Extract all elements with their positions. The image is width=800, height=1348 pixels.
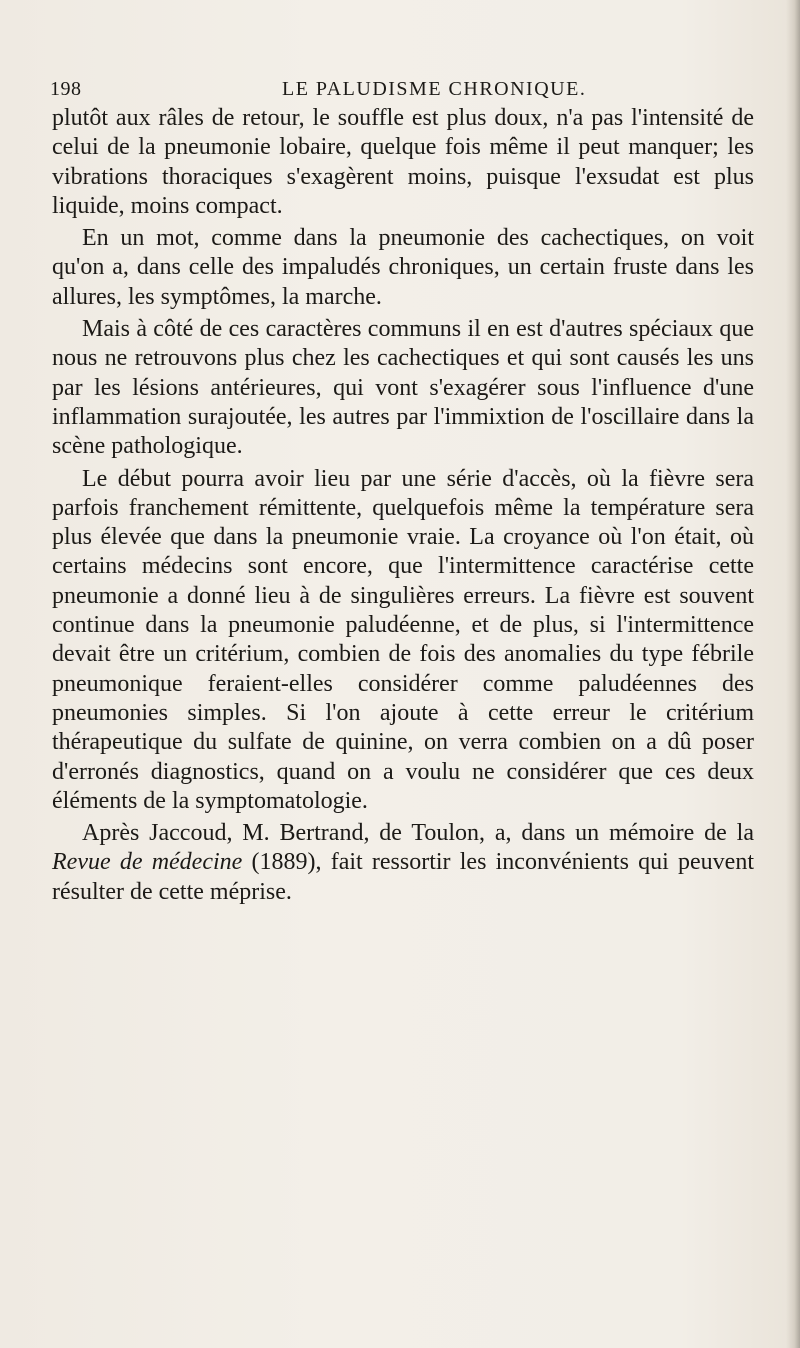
page-number: 198: [50, 78, 82, 100]
body-text: [52, 104, 754, 907]
citation-lead: Après Jaccoud, M. Bertrand, de Toulon, a, dans un mémoire de la: [82, 820, 754, 847]
journal-title: Revue de médecine: [52, 849, 243, 876]
paragraph: Le début pourra avoir lieu par une série d'accès, où la fièvre sera parfois franchement rémittente, quelquefois même la température sera plus élevée que dans la pneumonie vraie. La croyance où l'on était, où certains médecins sont encore, que l'intermittence caractérise cette pneumonie a donné lieu à de singulières erreurs. La fièvre est souvent continue dans la pneumonie paludéenne, et de plus, si l'intermittence devait être un critérium, combien de fois des anomalies du type fébrile pneumonique feraient-elles considérer comme paludéennes des pneumonies simples. Si l'on ajoute à cette erreur le critérium thérapeutique du sulfate de quinine, on verra combien on a dû poser d'erronés diagnostics, quand on a voulu ne considérer que ces deux éléments de la symptomatologie.: [52, 465, 754, 814]
running-title: LE PALUDISME CHRONIQUE.: [282, 78, 587, 100]
paragraph-with-citation: [52, 819, 754, 907]
paragraph-continuation: plutôt aux râles de retour, le souffle est plus doux, n'a pas l'intensité de celui de la pneumonie lobaire, quelque fois même il peut manquer; les vibrations thoraciques s'exagèrent moins, puisque l'exsudat est plus liquide, moins compact.: [52, 105, 754, 219]
paragraph: En un mot, comme dans la pneumonie des cachectiques, on voit qu'on a, dans celle des impaludés chroniques, un certain fruste dans les allures, les symptômes, la marche.: [52, 225, 754, 310]
citation-tail: (1889), fait ressortir les inconvénients qui peuvent résulter de cette méprise.: [52, 849, 754, 905]
page-edge-shadow: [786, 0, 800, 1348]
paragraph: Mais à côté de ces caractères communs il en est d'autres spéciaux que nous ne retrouvons plus chez les cachectiques et qui sont causés les uns par les lésions antérieures, qui vont s'exagérer sous l'influence d'une inflammation surajoutée, les autres par l'immixtion de l'oscillaire dans la scène pathologique.: [52, 316, 754, 460]
